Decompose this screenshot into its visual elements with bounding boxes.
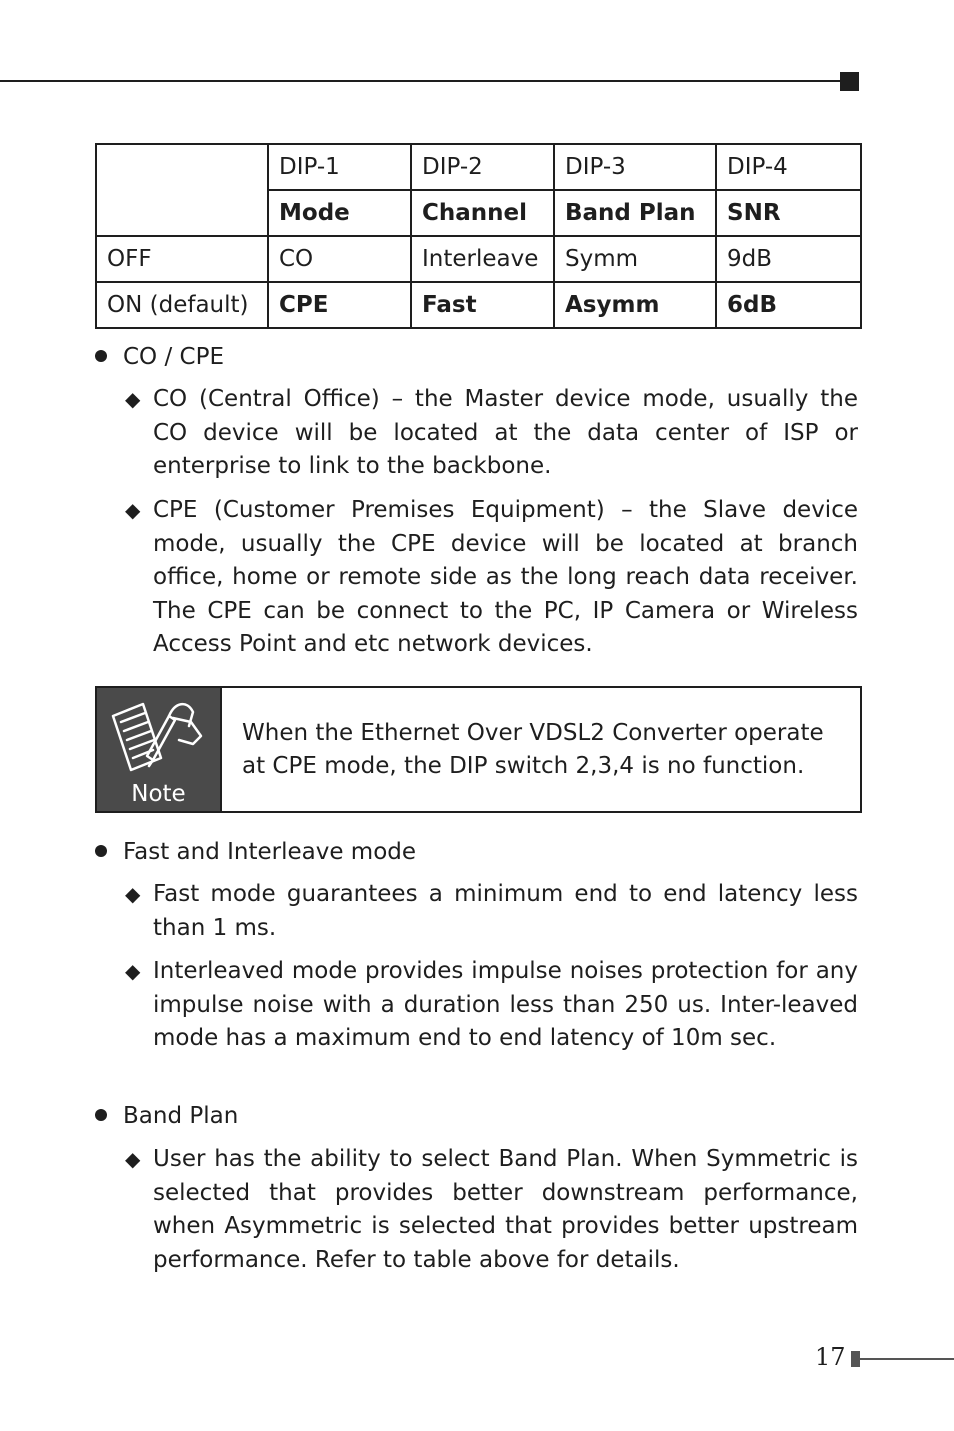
table-header-cell: Band Plan bbox=[554, 190, 716, 236]
note-box bbox=[95, 686, 862, 813]
table-cell: CO bbox=[268, 236, 411, 282]
diamond-bullet-icon: ◆ bbox=[125, 959, 141, 983]
section-heading-co-cpe bbox=[95, 340, 224, 374]
table-row bbox=[96, 236, 861, 282]
bullet-dot-icon bbox=[95, 845, 107, 857]
note-text: When the Ethernet Over VDSL2 Converter operate at CPE mode, the DIP switch 2,3,4 is no function. bbox=[242, 720, 824, 779]
diamond-bullet-icon: ◆ bbox=[125, 882, 141, 906]
table-header-cell: DIP-1 bbox=[268, 144, 411, 190]
list-item bbox=[125, 878, 858, 945]
list-item-text: CO (Central Office) – the Master device mode, usually the CO device will be located at the data center of ISP or enterprise to link to the backbone. bbox=[153, 386, 858, 479]
footer-rule bbox=[860, 1358, 954, 1360]
table-row bbox=[96, 282, 861, 328]
note-writing-hand-icon bbox=[109, 696, 207, 776]
list-item-text: Interleaved mode provides impulse noises protection for any impulse noise with a duration less than 250 us. Inter-leaved mode has a maximum end to end latency of 10m sec. bbox=[153, 958, 858, 1051]
header-square-mark bbox=[840, 72, 859, 91]
section-heading-fast-interleave bbox=[95, 835, 416, 869]
section-title: Band Plan bbox=[123, 1103, 239, 1129]
table-cell: 6dB bbox=[716, 282, 861, 328]
list-item bbox=[125, 1143, 858, 1277]
table-cell: ON (default) bbox=[96, 282, 268, 328]
diamond-bullet-icon: ◆ bbox=[125, 498, 141, 522]
list-item bbox=[125, 383, 858, 484]
list-item-text: Fast mode guarantees a minimum end to end latency less than 1 ms. bbox=[153, 881, 858, 941]
table-corner-cell bbox=[96, 144, 268, 236]
section-title: Fast and Interleave mode bbox=[123, 839, 417, 865]
dip-switch-table bbox=[95, 143, 862, 329]
diamond-bullet-icon: ◆ bbox=[125, 1147, 141, 1171]
table-cell: 9dB bbox=[716, 236, 861, 282]
table-cell: OFF bbox=[96, 236, 268, 282]
diamond-bullet-icon: ◆ bbox=[125, 387, 141, 411]
list-item bbox=[125, 955, 858, 1056]
page-number: 17 bbox=[815, 1343, 846, 1371]
table-header-cell: SNR bbox=[716, 190, 861, 236]
table-header-cell: DIP-4 bbox=[716, 144, 861, 190]
bullet-dot-icon bbox=[95, 350, 107, 362]
table-cell: CPE bbox=[268, 282, 411, 328]
list-item-text: CPE (Customer Premises Equipment) – the Slave device mode, usually the CPE device will be located at branch office, home or remote side as the long reach data receiver. The CPE can be connect to the PC, IP Camera or Wireless Access Point and etc network devices. bbox=[153, 497, 858, 657]
table-header-cell: DIP-3 bbox=[554, 144, 716, 190]
note-panel bbox=[97, 688, 222, 811]
table-header-cell: DIP-2 bbox=[411, 144, 554, 190]
list-item bbox=[125, 494, 858, 662]
table-cell: Fast bbox=[411, 282, 554, 328]
header-rule bbox=[0, 80, 848, 82]
table-cell: Asymm bbox=[554, 282, 716, 328]
section-title: CO / CPE bbox=[123, 344, 224, 370]
table-header-row bbox=[96, 144, 861, 190]
bullet-dot-icon bbox=[95, 1109, 107, 1121]
table-cell: Interleave bbox=[411, 236, 554, 282]
section-heading-band-plan bbox=[95, 1099, 238, 1133]
table-cell: Symm bbox=[554, 236, 716, 282]
table-header-cell: Channel bbox=[411, 190, 554, 236]
note-label: Note bbox=[131, 781, 186, 807]
list-item-text: User has the ability to select Band Plan. When Symmetric is selected that provides better downstream performance, when Asymmetric is selected that provides better upstream performance. Refer to table above for details. bbox=[153, 1146, 858, 1273]
footer-square-mark bbox=[851, 1351, 860, 1367]
table-header-cell: Mode bbox=[268, 190, 411, 236]
